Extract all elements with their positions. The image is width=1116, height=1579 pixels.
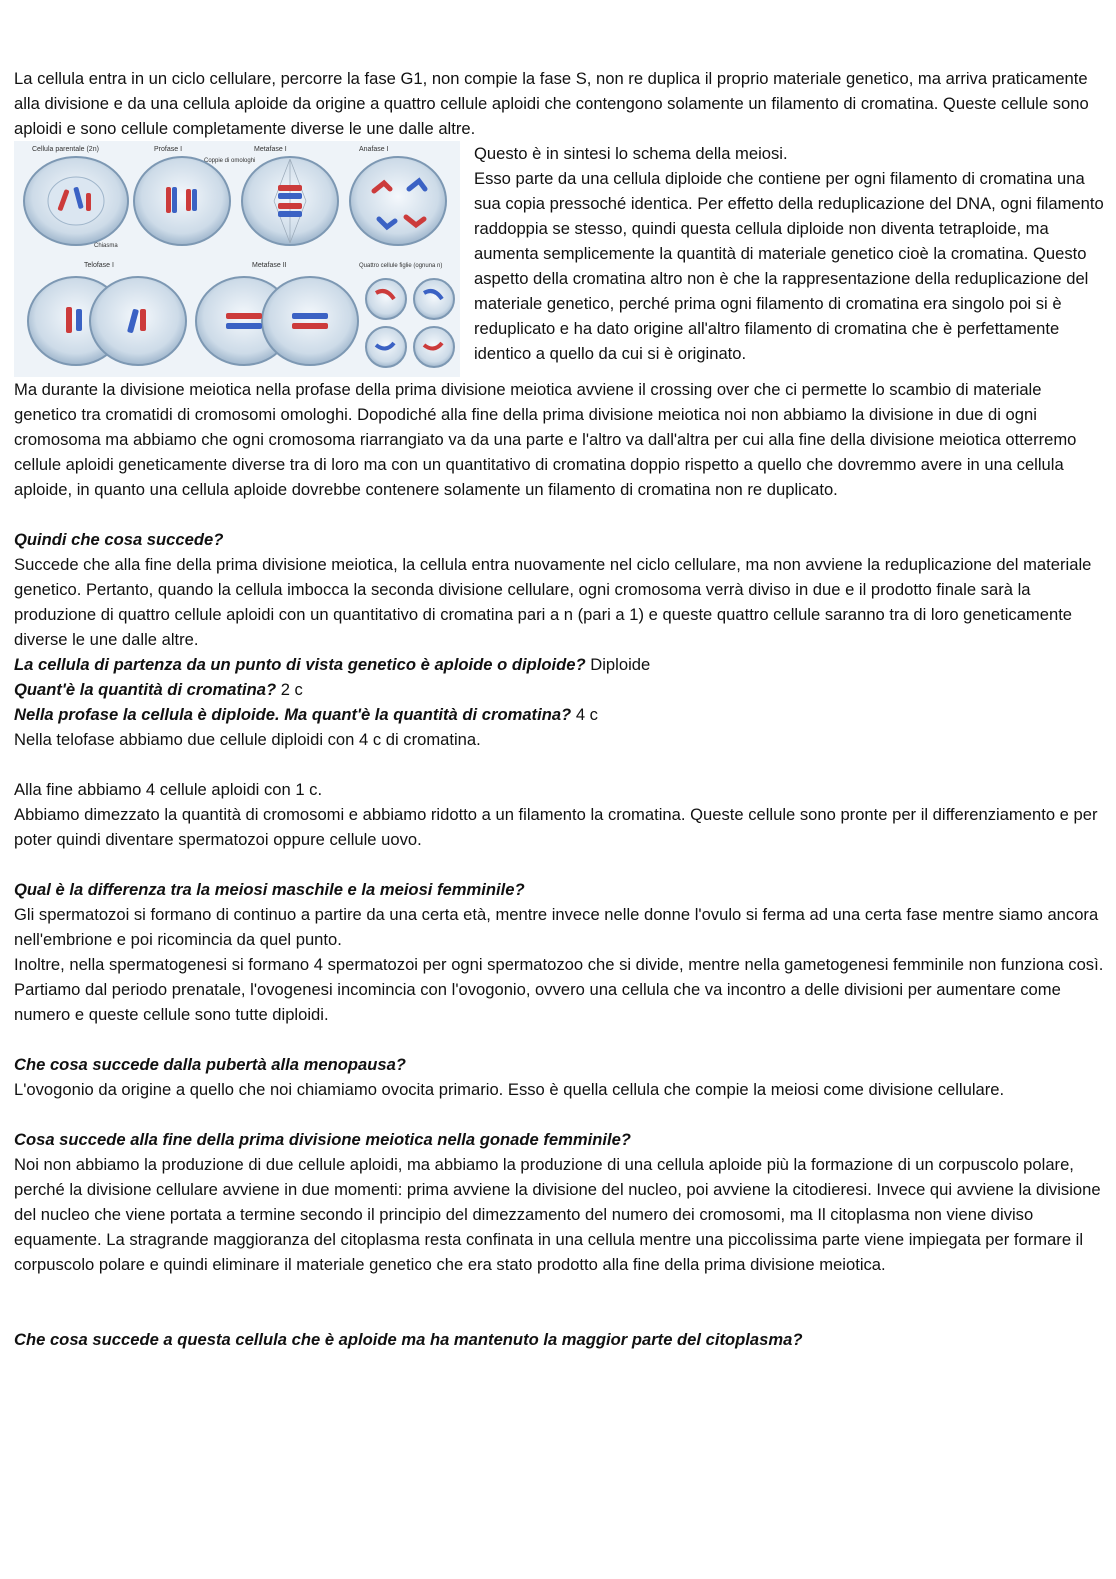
paragraph-diploide: Esso parte da una cellula diploide che contiene per ogni filamento di cromatina una sua copia pressoché identica. Per effetto della reduplicazione del DNA, ogni filamento raddoppia se stesso, quindi questa cellula diploide non diventa tetraploide, ma aumenta semplicemente la quantità di materiale genetico cioè la cromatina. Questo aspetto della cromatina altro non è che la rappresentazione della reduplicazione del materiale genetico, perché prima ogni filamento di cromatina era singolo poi si è reduplicato e ha dato origine all'altro filamento di cromatina che è perfettamente identico a quello da cui si è originato. — [474, 169, 1104, 363]
cell-profase — [134, 157, 230, 245]
qa-quantita-cromatina — [14, 677, 1104, 702]
question-puberta: Che cosa succede dalla pubertà alla menopausa? — [14, 1055, 406, 1074]
daughter-cell — [414, 279, 454, 319]
label-cellula-parentale: Cellula parentale (2n) — [32, 146, 99, 153]
paragraph-dimezzato: Abbiamo dimezzato la quantità di cromosomi e abbiamo ridotto a un filamento la cromatina. Queste cellule sono pronte per il differenziamento e per poter quindi diventare spermatozoi oppure cellule uovo. — [14, 805, 1098, 849]
chromosome — [166, 187, 171, 213]
answer-aploide-diploide: Diploide — [585, 655, 651, 674]
label-coppie-omologhi: Coppie di omologhi — [204, 158, 256, 164]
answer-differenza-3: Partiamo dal periodo prenatale, l'ovogenesi incomincia con l'ovogonio, ovvero una cellula che va incontro a delle divisioni per aumentare come numero e queste cellule sono tutte diploidi. — [14, 980, 1061, 1024]
cell-anafase — [350, 157, 446, 245]
paragraph-schema: Questo è in sintesi lo schema della meiosi. — [474, 144, 788, 163]
meiosis-illustration — [14, 141, 460, 377]
nucleus-parentale — [48, 177, 104, 225]
question-gonade-femminile: Cosa succede alla fine della prima divisione meiotica nella gonade femminile? — [14, 1130, 631, 1149]
qa-aploide-diploide — [14, 652, 1104, 677]
chromosome — [292, 313, 328, 319]
chromosome — [76, 309, 82, 331]
paragraph-telofase: Nella telofase abbiamo due cellule diploidi con 4 c di cromatina. — [14, 730, 481, 749]
paragraph-crossing-over: Ma durante la divisione meiotica nella profase della prima divisione meiotica avviene il crossing over che ci permette lo scambio di materiale genetico tra cromatidi di cromosomi omologhi. Dopodiché alla fine della prima divisione meiotica noi non abbiamo la divisione in due di ogni cromosoma ma abbiamo che ogni cromosoma riarrangiato va da una parte e l'altro va dall'altra per cui alla fine della divisione meiotica otterremo cellule aploidi geneticamente diverse tra di loro ma con un quantitativo di cromatina doppio rispetto a quello che dovremmo avere in una cellula aploide, in quanto una cellula aploide dovrebbe contenere solamente un filamento di cromatina non re duplicato. — [14, 380, 1077, 499]
chromosome — [278, 193, 302, 199]
chromosome — [226, 323, 262, 329]
label-anafase-i: Anafase I — [359, 146, 389, 153]
question-quindi: Quindi che cosa succede? — [14, 530, 224, 549]
label-metafase-ii: Metafase II — [252, 262, 287, 269]
spacer — [14, 752, 1104, 777]
label-quattro-cellule: Quattro cellule figlie (ognuna n) — [359, 263, 443, 269]
question-quantita-cromatina: Quant'è la quantità di cromatina? — [14, 680, 277, 699]
chromosome — [192, 189, 197, 211]
label-metafase-i: Metafase I — [254, 146, 287, 153]
daughter-cell — [366, 279, 406, 319]
question-profase: Nella profase la cellula è diploide. Ma quant'è la quantità di cromatina? — [14, 705, 572, 724]
question-differenza: Qual è la differenza tra la meiosi maschile e la meiosi femminile? — [14, 880, 525, 899]
answer-differenza-1: Gli spermatozoi si formano di continuo a partire da una certa età, mentre invece nelle donne l'ovulo si ferma ad una certa fase mentre siamo ancora nell'embrione e poi ricomincia da quel punto. — [14, 905, 1099, 949]
paragraph-intro: La cellula entra in un ciclo cellulare, percorre la fase G1, non compie la fase S, non re duplica il proprio materiale genetico, ma arriva praticamente alla divisione e da una cellula aploide da origine a quattro cellule aploidi che contengono solamente un filamento di cromatina. Queste cellule sono aploidi e sono cellule completamente diverse le une dalle altre. — [14, 69, 1089, 138]
chromosome — [186, 189, 191, 211]
label-telofase-i: Telofase I — [84, 262, 114, 269]
answer-differenza-2: Inoltre, nella spermatogenesi si formano 4 spermatozoi per ogni spermatozoo che si divide, mentre nella gametogenesi femminile non funziona così. — [14, 955, 1104, 974]
chromosome — [140, 309, 146, 331]
paragraph-fine: Alla fine abbiamo 4 cellule aploidi con 1 c. — [14, 780, 323, 799]
spacer — [14, 1277, 1104, 1327]
cell-telofase-right — [90, 277, 186, 365]
chromosome — [278, 211, 302, 217]
meiosis-diagram — [14, 141, 460, 377]
chromosome — [226, 313, 262, 319]
spacer — [14, 852, 1104, 877]
chromosome — [278, 203, 302, 209]
label-profase-i: Profase I — [154, 146, 183, 153]
chromosome — [292, 323, 328, 329]
spacer — [14, 502, 1104, 527]
spacer — [14, 1102, 1104, 1127]
spacer — [14, 1027, 1104, 1052]
question-aploide-diploide: La cellula di partenza da un punto di vista genetico è aploide o diploide? — [14, 655, 586, 674]
answer-quantita-cromatina: 2 c — [276, 680, 303, 699]
cell-metafase-ii-right — [262, 277, 358, 365]
chromosome — [66, 307, 72, 333]
chromosome — [172, 187, 177, 213]
answer-profase: 4 c — [571, 705, 598, 724]
chromosome — [278, 185, 302, 191]
chromosome — [86, 193, 91, 211]
answer-gonade-femminile: Noi non abbiamo la produzione di due cellule aploidi, ma abbiamo la produzione di una cellula aploide più la formazione di un corpuscolo polare, perché la divisione cellulare avviene in due momenti: prima avviene la divisione del nucleo, poi avviene la citodieresi. Invece qui avviene la divisione del nucleo che viene portata a termine secondo il principio del dimezzamento del numero dei cromosomi, ma Il citoplasma non viene diviso equamente. La stragrande maggioranza del citoplasma resta confinata in una cellula mentre una piccolissima parte viene impiegata per formare il corpuscolo polare e quindi eliminare il materiale genetico che era stato prodotto alla fine della prima divisione meiotica. — [14, 1155, 1101, 1274]
answer-puberta: L'ovogonio da origine a quello che noi chiamiamo ovocita primario. Esso è quella cellula che compie la meiosi come divisione cellulare. — [14, 1080, 1005, 1099]
document-page — [14, 66, 1104, 1352]
qa-profase — [14, 702, 1104, 727]
question-cellula-aploide: Che cosa succede a questa cellula che è aploide ma ha mantenuto la maggior parte del citoplasma? — [14, 1330, 803, 1349]
answer-quindi: Succede che alla fine della prima divisione meiotica, la cellula entra nuovamente nel ciclo cellulare, ma non avviene la reduplicazione del materiale genetico. Pertanto, quando la cellula imbocca la seconda divisione cellulare, ogni cromosoma verrà diviso in due e il prodotto finale sarà la produzione di quattro cellule aploidi con un quantitativo di cromatina pari a n (pari a 1) e queste quattro cellule saranno tra di loro geneticamente diverse le une dalle altre. — [14, 555, 1092, 649]
label-chiasma: Chiasma — [94, 243, 118, 249]
